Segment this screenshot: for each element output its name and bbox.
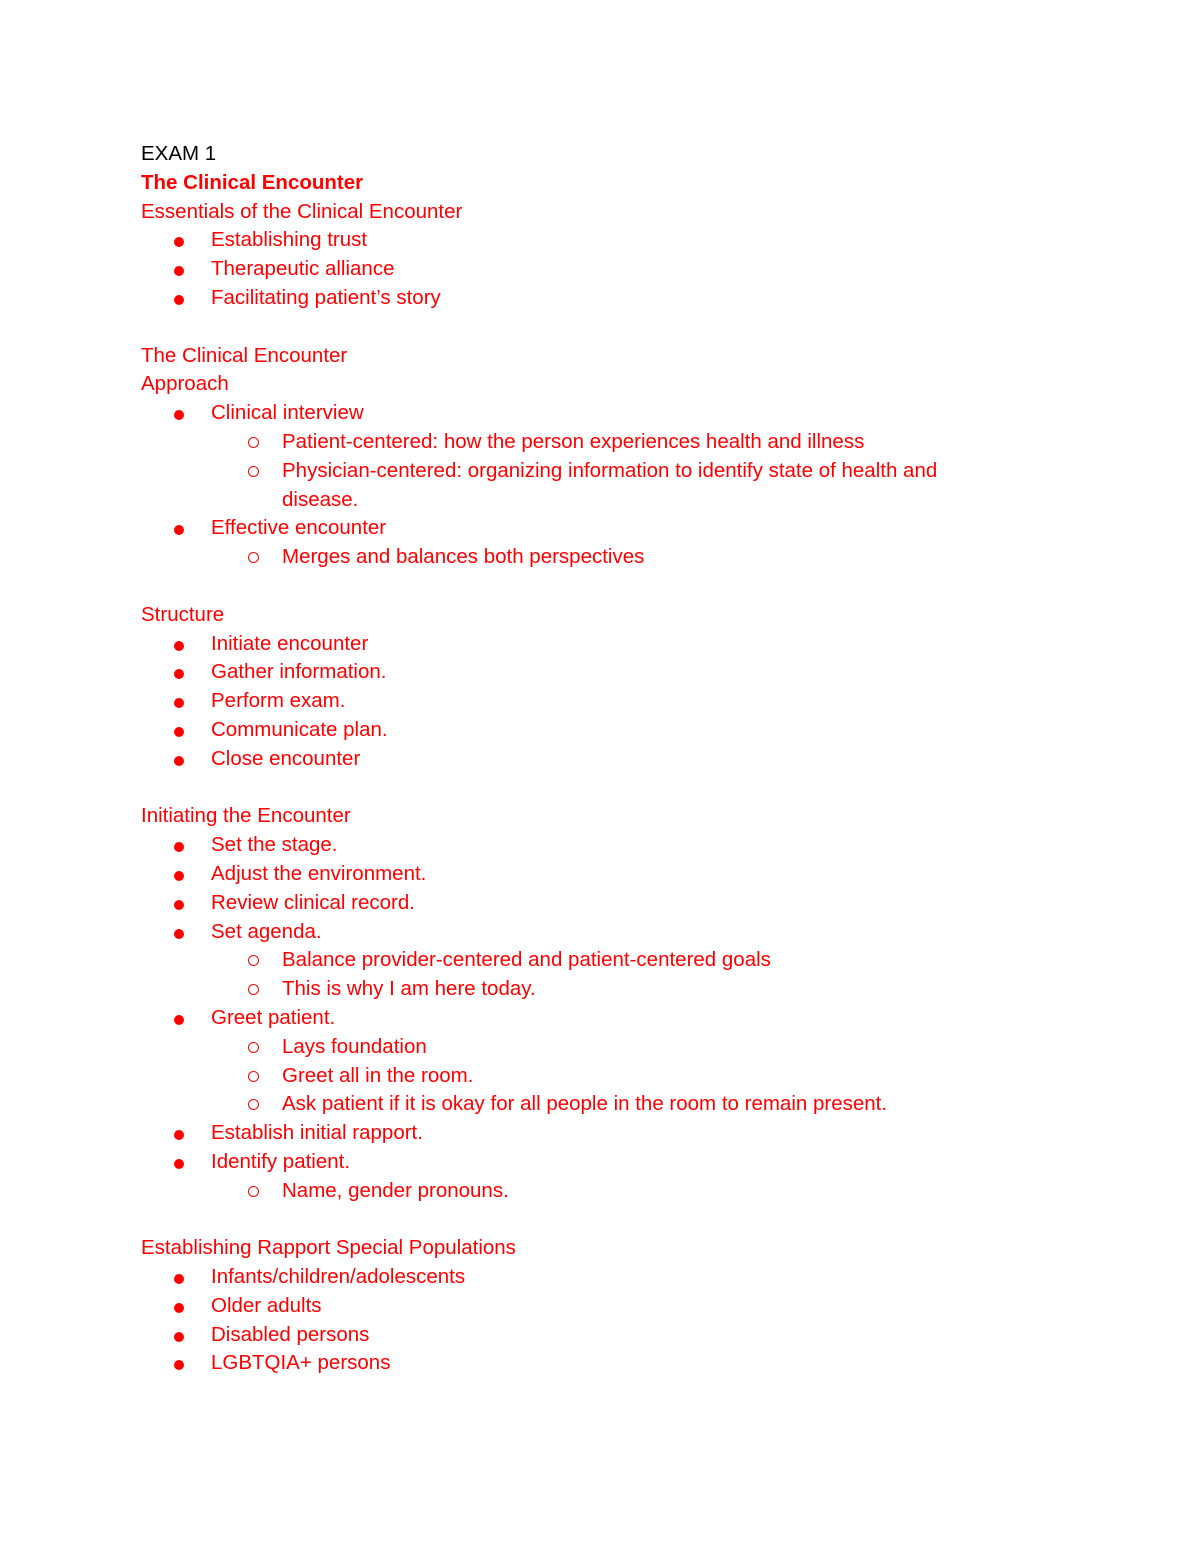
- list-item: Close encounter: [141, 745, 1041, 774]
- sub-list-item: Balance provider-centered and patient-centered goals: [141, 946, 1041, 975]
- list-item: Communicate plan.: [141, 716, 1041, 745]
- bullet-icon: [174, 698, 184, 708]
- spacer: [141, 1205, 1041, 1234]
- list-item: Disabled persons: [141, 1321, 1041, 1350]
- document-page: [141, 140, 1041, 1378]
- bullet-icon: [174, 756, 184, 766]
- sub-list-item: Ask patient if it is okay for all people in the room to remain present.: [141, 1090, 1041, 1119]
- circle-bullet-icon: [248, 1186, 259, 1197]
- list-item: Perform exam.: [141, 687, 1041, 716]
- bullet-icon: [174, 1303, 184, 1313]
- circle-bullet-icon: [248, 1071, 259, 1082]
- bullet-icon: [174, 641, 184, 651]
- sub-list-item: This is why I am here today.: [141, 975, 1041, 1004]
- bullet-icon: [174, 237, 184, 247]
- bullet-icon: [174, 295, 184, 305]
- section-heading: Establishing Rapport Special Populations: [141, 1236, 516, 1260]
- sub-list-item: Name, gender pronouns.: [141, 1177, 1041, 1206]
- section-subheading: Approach: [141, 372, 229, 396]
- sub-list-item: Merges and balances both perspectives: [141, 543, 1041, 572]
- circle-bullet-icon: [248, 955, 259, 966]
- list-item: Effective encounter: [141, 514, 1041, 543]
- exam-title: EXAM 1: [141, 142, 217, 165]
- list-item: Set agenda.: [141, 918, 1041, 947]
- bullet-icon: [174, 1130, 184, 1140]
- list-item: Set the stage.: [141, 831, 1041, 860]
- spacer: [141, 572, 1041, 601]
- sub-list-item: Patient-centered: how the person experiences health and illness: [141, 428, 1041, 457]
- circle-bullet-icon: [248, 466, 259, 477]
- spacer: [141, 774, 1041, 803]
- circle-bullet-icon: [248, 1099, 259, 1110]
- list-item: Therapeutic alliance: [141, 255, 1041, 284]
- bullet-icon: [174, 266, 184, 276]
- sub-list-item: Physician-centered: organizing information to identify state of health and disease.: [141, 457, 1002, 515]
- list-item: Identify patient.: [141, 1148, 1041, 1177]
- bullet-icon: [174, 1332, 184, 1342]
- list-item: Infants/children/adolescents: [141, 1263, 1041, 1292]
- bullet-icon: [174, 727, 184, 737]
- bullet-icon: [174, 929, 184, 939]
- circle-bullet-icon: [248, 1042, 259, 1053]
- bullet-icon: [174, 525, 184, 535]
- spacer: [141, 313, 1041, 342]
- sub-list-item: Lays foundation: [141, 1033, 1041, 1062]
- list-item: LGBTQIA+ persons: [141, 1349, 1041, 1378]
- bullet-icon: [174, 1015, 184, 1025]
- section-heading: The Clinical Encounter: [141, 343, 348, 367]
- bullet-icon: [174, 1159, 184, 1169]
- list-item: Greet patient.: [141, 1004, 1041, 1033]
- circle-bullet-icon: [248, 552, 259, 563]
- sub-list-item: Greet all in the room.: [141, 1062, 1041, 1091]
- section-title: The Clinical Encounter: [141, 170, 364, 194]
- list-item: Initiate encounter: [141, 630, 1041, 659]
- bullet-icon: [174, 410, 184, 420]
- list-item: Establishing trust: [141, 226, 1041, 255]
- bullet-icon: [174, 900, 184, 910]
- list-item: Clinical interview: [141, 399, 1041, 428]
- circle-bullet-icon: [248, 437, 259, 448]
- bullet-icon: [174, 842, 184, 852]
- bullet-icon: [174, 871, 184, 881]
- section-heading: Essentials of the Clinical Encounter: [141, 199, 463, 223]
- list-item: Facilitating patient’s story: [141, 284, 1041, 313]
- bullet-icon: [174, 1274, 184, 1284]
- list-item: Adjust the environment.: [141, 860, 1041, 889]
- section-heading: Structure: [141, 602, 225, 626]
- list-item: Gather information.: [141, 658, 1041, 687]
- bullet-icon: [174, 669, 184, 679]
- list-item: Older adults: [141, 1292, 1041, 1321]
- bullet-icon: [174, 1360, 184, 1370]
- circle-bullet-icon: [248, 984, 259, 995]
- list-item: Review clinical record.: [141, 889, 1041, 918]
- list-item: Establish initial rapport.: [141, 1119, 1041, 1148]
- section-heading: Initiating the Encounter: [141, 804, 351, 828]
